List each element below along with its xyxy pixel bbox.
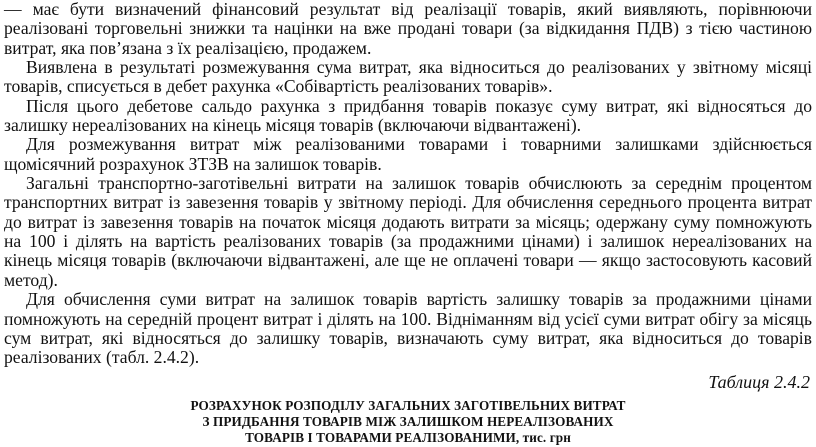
- table-title: [4, 398, 812, 446]
- table-caption: Таблиця 2.4.2: [708, 371, 810, 392]
- table-title-line: З ПРИДБАННЯ ТОВАРІВ МІЖ ЗАЛИШКОМ НЕРЕАЛІЗОВАНИХ: [202, 413, 614, 429]
- paragraph: Після цього дебетове сальдо рахунка з придбання товарів показує суму витрат, які відносяться до залишку нереалізованих на кінець місяця товарів (включаючи відвантажені).: [4, 95, 812, 136]
- paragraph: Для розмежування витрат між реалізованими товарами і товарними залишками здійснюється щомісячний розрахунок ЗТЗВ на залишок товарів.: [4, 134, 812, 174]
- paragraph: Виявлена в результаті розмежування сума витрат, яка відноситься до реалізованих у звітному місяці товарів, списується в дебет рахунка «Собівартість реалізованих товарів».: [4, 57, 812, 97]
- paragraph: Для обчислення суми витрат на залишок товарів вартість залишку товарів за продажними цінами помножують на середній процент витрат і ділять на 100. Відніманням від усієї суми витрат обігу за місяць сум витрат, які відносяться до залишку товарів, визначають суму витрат, яка відноситься до товарів реалізованих (табл. 2.4.2).: [4, 289, 812, 368]
- paragraph: Загальні транспортно-заготівельні витрати на залишок товарів обчислюють за середнім процентом транспортних витрат із завезення товарів у звітному періоді. Для обчислення середнього процента витрат до витрат із завезення товарів на початок місяця додають витрати за місяць; одержану суму помножують на 100 і ділять на вартість реалізованих товарів (за продажними цінами) і залишок нереалізованих на кінець місяця товарів (включаючи відвантажені, але ще не оплачені товари — якщо застосовують касовий метод).: [4, 173, 812, 290]
- table-title-line: ТОВАРІВ І ТОВАРАМИ РЕАЛІЗОВАНИМИ,: [245, 429, 520, 445]
- table-title-line: РОЗРАХУНОК РОЗПОДІЛУ ЗАГАЛЬНИХ ЗАГОТІВЕЛЬНИХ ВИТРАТ: [190, 397, 626, 413]
- body-text: [4, 0, 812, 368]
- table-title-line-with-unit: [4, 430, 812, 446]
- paragraph-continued-list-item: — має бути визначений фінансовий результат від реалізації товарів, який виявляють, порівнюючи реалізовані торговельні знижки та націнки на вже продані товари (за відкидання ПДВ) з тією частиною витрат, яка пов’язана з їх реалізацією, продажем.: [4, 0, 812, 58]
- table-unit: тис. грн: [522, 429, 571, 445]
